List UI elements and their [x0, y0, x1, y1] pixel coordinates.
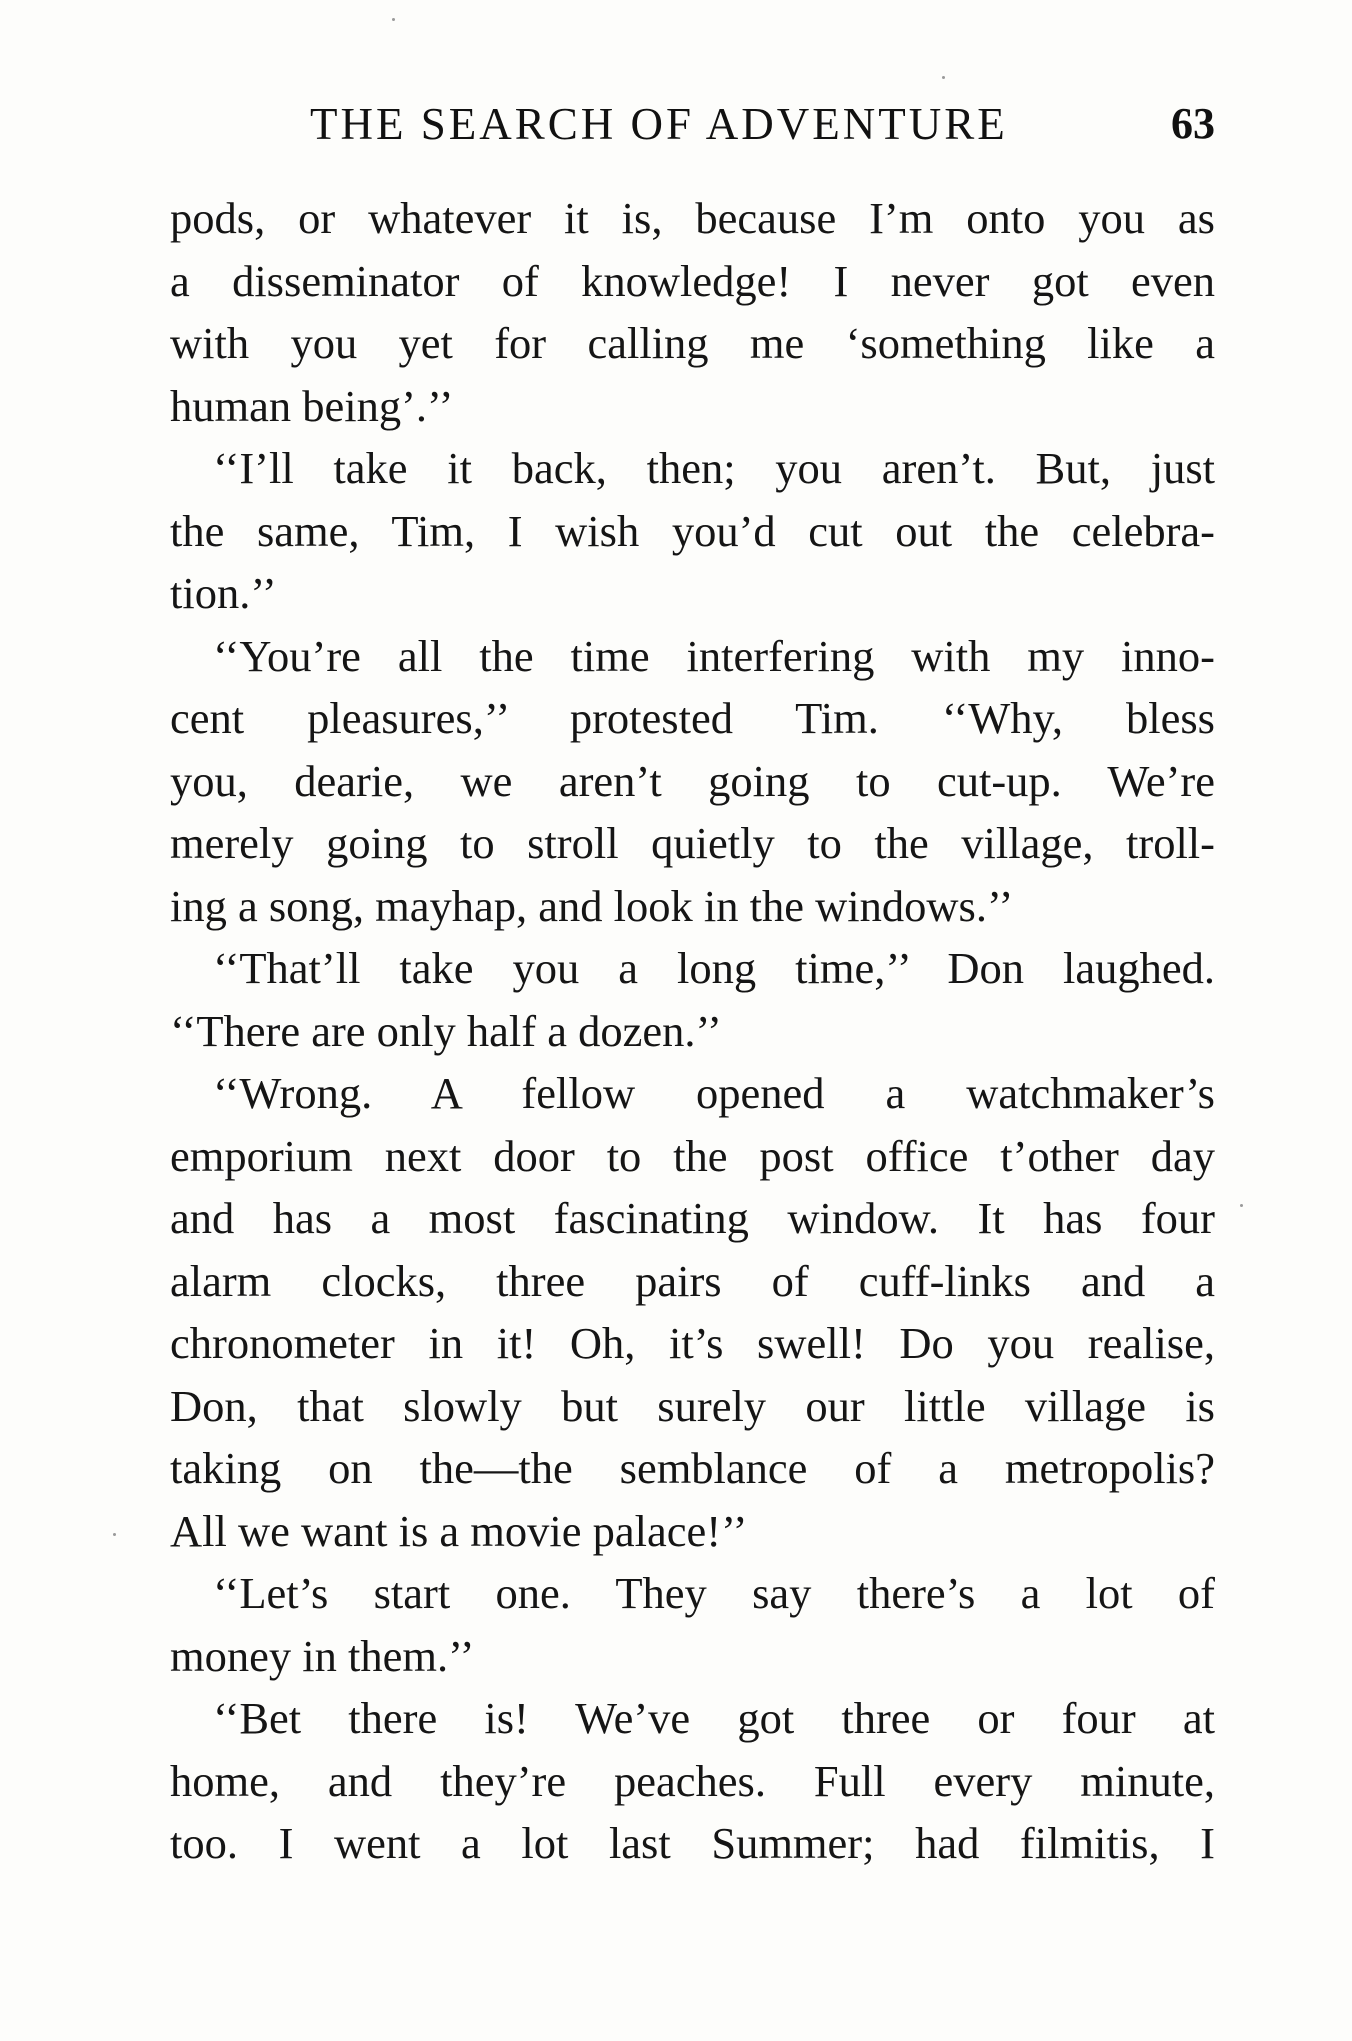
paper-speck	[392, 18, 395, 21]
text-line: home, and they’re peaches. Full every minute,	[170, 1755, 1215, 1806]
text-line: emporium next door to the post office t’other day	[170, 1130, 1215, 1181]
text-line: the same, Tim, I wish you’d cut out the celebra-	[170, 505, 1215, 556]
text-line: pods, or whatever it is, because I’m onto you as	[170, 193, 1215, 243]
body-text	[170, 187, 1215, 1875]
text-line: ‘‘Bet there is! We’ve got three or four at	[213, 1693, 1215, 1743]
text-line: ‘‘That’ll take you a long time,’’ Don laughed.	[213, 943, 1215, 993]
text-line: a disseminator of knowledge! I never got even	[170, 255, 1215, 306]
text-line: All we want is a movie palace!’’	[170, 1505, 748, 1556]
paper-speck	[942, 76, 945, 79]
paper-speck	[1240, 1204, 1243, 1207]
page-number: 63	[1171, 99, 1215, 148]
text-line: ‘‘You’re all the time interfering with my inno-	[213, 630, 1215, 681]
text-line: cent pleasures,’’ protested Tim. ‘‘Why, bless	[170, 693, 1215, 743]
text-line: you, dearie, we aren’t going to cut-up. We’re	[170, 755, 1215, 806]
text-line: tion.’’	[170, 568, 277, 618]
text-line: human being’.’’	[170, 380, 454, 431]
running-head: THE SEARCH OF ADVENTURE	[310, 99, 1008, 149]
text-line: and has a most fascinating window. It has four	[170, 1193, 1215, 1243]
text-line: money in them.’’	[170, 1630, 475, 1681]
text-line: chronometer in it! Oh, it’s swell! Do you realise,	[170, 1318, 1215, 1368]
text-line: ‘‘Let’s start one. They say there’s a lot of	[213, 1568, 1215, 1618]
text-line: ‘‘Wrong. A fellow opened a watchmaker’s	[213, 1068, 1215, 1118]
text-line: merely going to stroll quietly to the village, troll-	[170, 818, 1215, 868]
page-header	[170, 96, 1215, 152]
text-line: with you yet for calling me ‘something like a	[170, 318, 1215, 368]
text-line: Don, that slowly but surely our little village is	[170, 1380, 1215, 1431]
text-line: taking on the—the semblance of a metropolis?	[170, 1443, 1215, 1493]
text-line: ‘‘There are only half a dozen.’’	[170, 1005, 722, 1056]
paper-speck	[113, 1533, 116, 1536]
text-line: too. I went a lot last Summer; had filmitis, I	[170, 1818, 1215, 1868]
text-line: alarm clocks, three pairs of cuff-links and a	[170, 1255, 1215, 1306]
text-line: ‘‘I’ll take it back, then; you aren’t. But, just	[213, 443, 1215, 493]
text-line: ing a song, mayhap, and look in the windows.’’	[170, 880, 1014, 931]
